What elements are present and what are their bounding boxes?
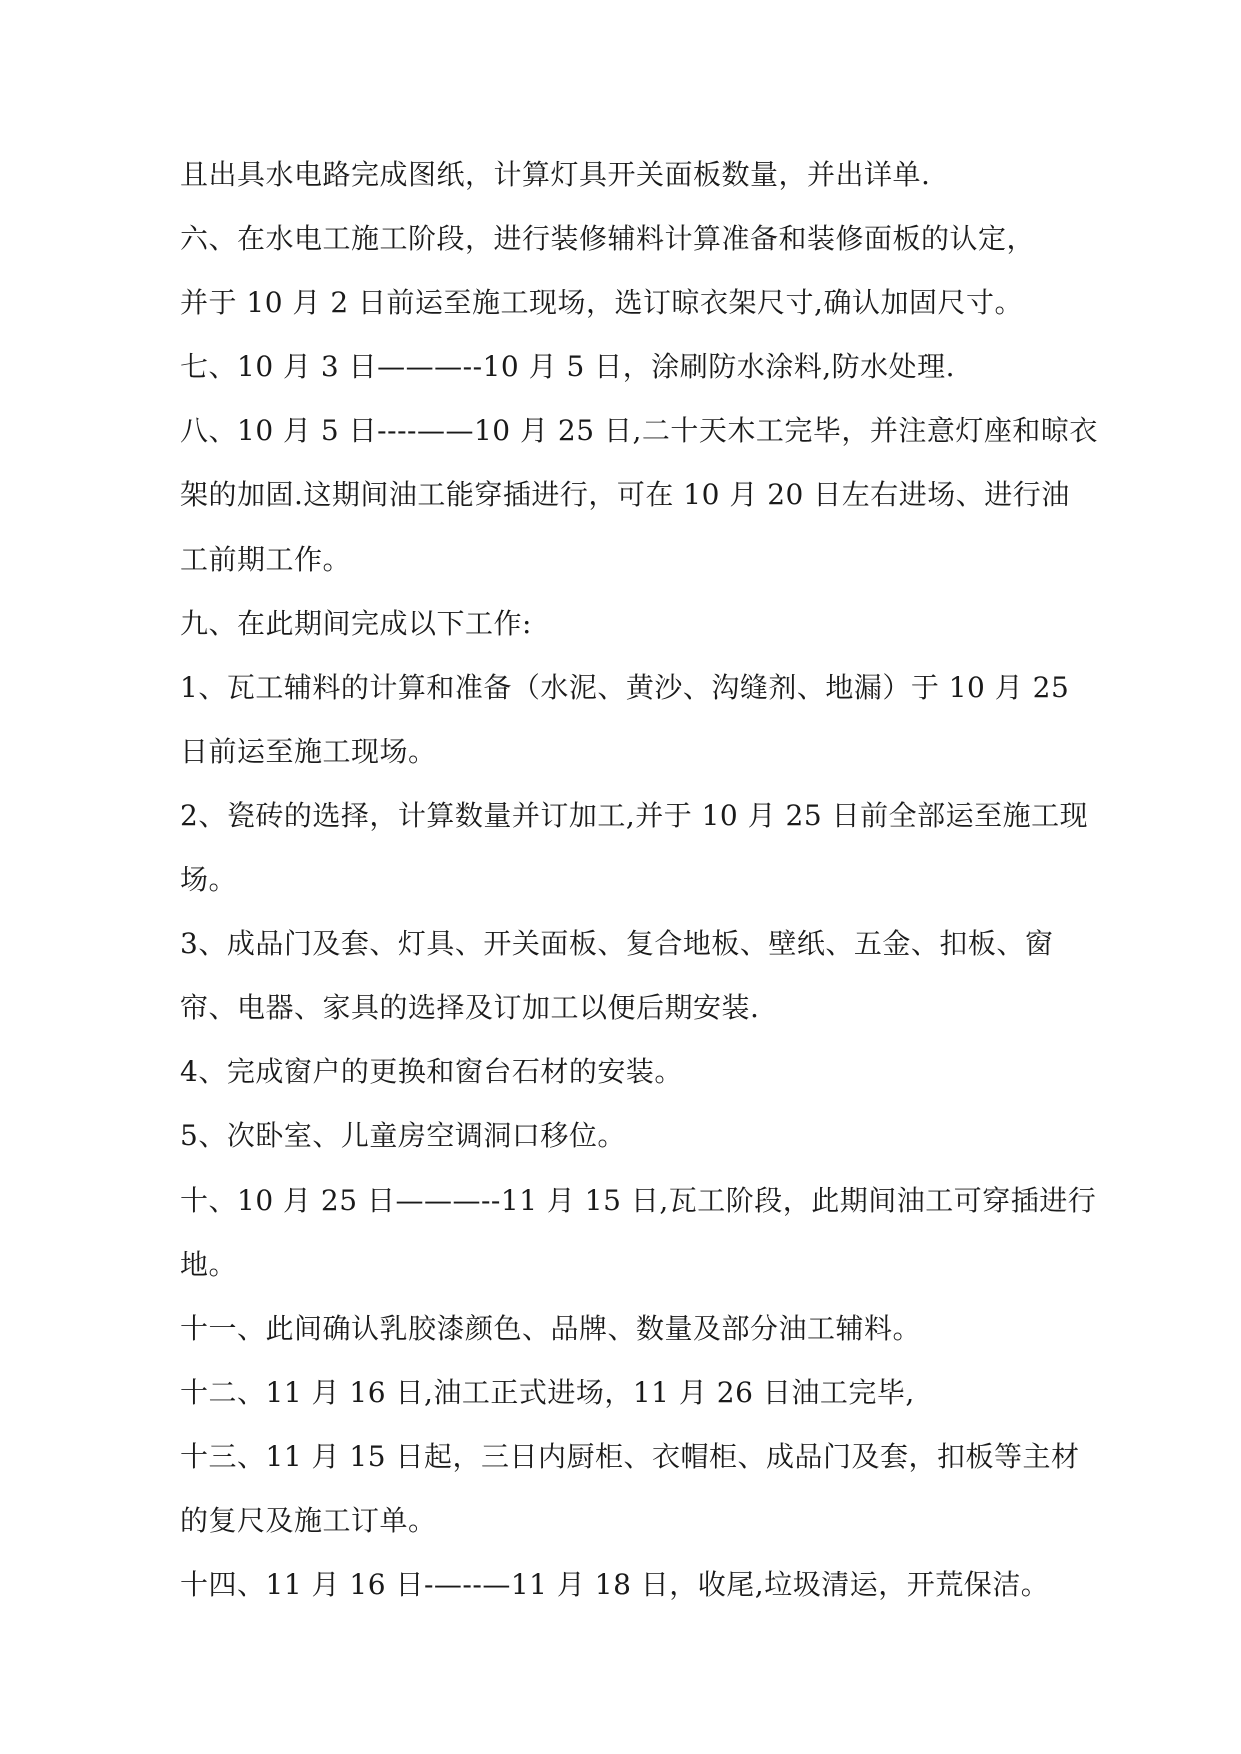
text-line: 地。 <box>180 1247 238 1281</box>
text-line: 且出具水电路完成图纸，计算灯具开关面板数量，并出详单. <box>180 158 931 191</box>
text-line: 1、瓦工辅料的计算和准备（水泥、黄沙、沟缝剂、地漏）于 10 月 25 <box>180 670 1070 704</box>
text-line: 七、10 月 3 日———--10 月 5 日，涂刷防水涂料,防水处理. <box>180 350 956 384</box>
document-body <box>180 143 1098 1617</box>
text-line: 的复尺及施工订单。 <box>180 1503 437 1537</box>
text-line: 帘、电器、家具的选择及订加工以便后期安装. <box>180 991 760 1025</box>
text-line: 十四、11 月 16 日-—--—11 月 18 日，收尾,垃圾清运，开荒保洁。 <box>180 1568 1050 1602</box>
text-line: 架的加固.这期间油工能穿插进行，可在 10 月 20 日左右进场、进行油 <box>180 478 1070 512</box>
text-line: 十、10 月 25 日———--11 月 15 日,瓦工阶段，此期间油工可穿插进行 <box>180 1183 1097 1217</box>
text-line: 3、成品门及套、灯具、开关面板、复合地板、壁纸、五金、扣板、窗 <box>180 927 1054 961</box>
text-line: 八、10 月 5 日----——10 月 25 日,二十天木工完毕，并注意灯座和晾衣 <box>180 414 1098 448</box>
text-line: 九、在此期间完成以下工作: <box>180 606 532 640</box>
text-line: 场。 <box>180 863 238 897</box>
text-line: 5、次卧室、儿童房空调洞口移位。 <box>180 1119 626 1153</box>
text-line: 日前运至施工现场。 <box>180 734 437 768</box>
text-line: 十二、11 月 16 日,油工正式进场，11 月 26 日油工完毕, <box>180 1375 915 1409</box>
text-line: 2、瓷砖的选择，计算数量并订加工,并于 10 月 25 日前全部运至施工现 <box>180 798 1089 832</box>
text-line: 十一、此间确认乳胶漆颜色、品牌、数量及部分油工辅料。 <box>180 1311 922 1345</box>
text-line: 六、在水电工施工阶段，进行装修辅料计算准备和装修面板的认定， <box>180 222 1036 256</box>
text-line: 工前期工作。 <box>180 542 352 576</box>
text-line: 4、完成窗户的更换和窗台石材的安装。 <box>180 1055 683 1089</box>
text-line: 并于 10 月 2 日前运至施工现场，选订晾衣架尺寸,确认加固尺寸。 <box>180 286 1023 320</box>
text-line: 十三、11 月 15 日起，三日内厨柜、衣帽柜、成品门及套，扣板等主材 <box>180 1439 1080 1473</box>
